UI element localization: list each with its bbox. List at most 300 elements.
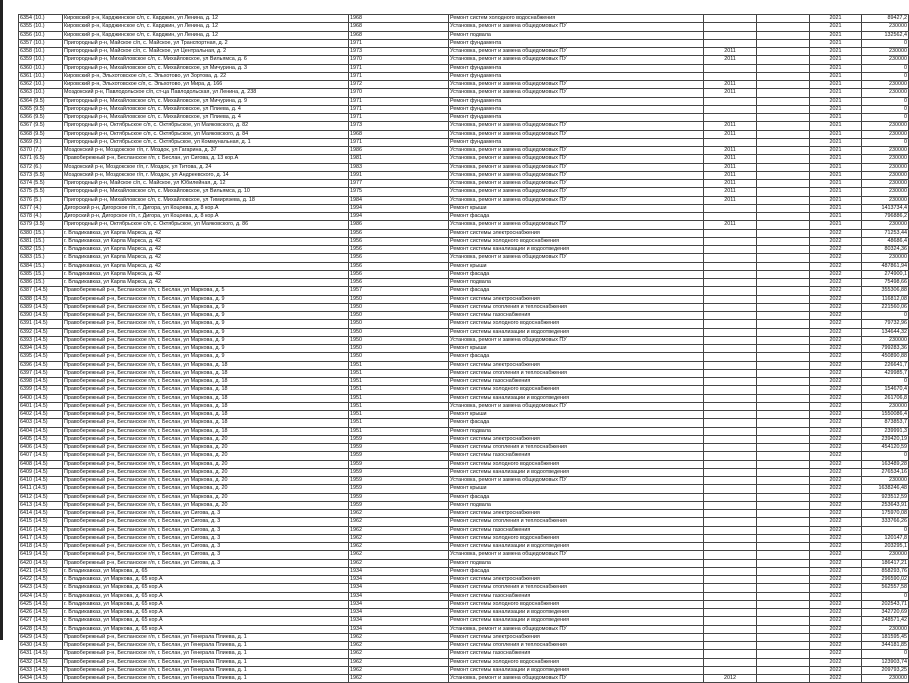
- build-year-cell: 1971: [349, 72, 449, 80]
- amount-cell: 239991,3: [862, 427, 909, 435]
- plan-year-cell: 2021: [810, 130, 862, 138]
- empty-cell: [757, 534, 810, 542]
- build-year-cell: 1959: [349, 501, 449, 509]
- plan-year-cell: 2022: [810, 328, 862, 336]
- amount-cell: 0: [862, 39, 909, 47]
- empty-cell: [757, 501, 810, 509]
- prior-year-cell: [704, 287, 757, 295]
- plan-year-cell: 2021: [810, 204, 862, 212]
- amount-cell: 487861,94: [862, 262, 909, 270]
- plan-year-cell: 2022: [810, 254, 862, 262]
- row-number: 6402 (14.5): [19, 411, 63, 419]
- row-number: 6355 (10.): [19, 23, 63, 31]
- prior-year-cell: [704, 567, 757, 575]
- table-row: [19, 345, 909, 353]
- empty-cell: [757, 600, 810, 608]
- empty-cell: [757, 625, 810, 633]
- build-year-cell: 1950: [349, 336, 449, 344]
- work-type-cell: Ремонт системы отопления и теплоснабжения: [449, 369, 704, 377]
- prior-year-cell: [704, 444, 757, 452]
- prior-year-cell: [704, 15, 757, 23]
- table-row: [19, 567, 909, 575]
- empty-cell: [757, 204, 810, 212]
- build-year-cell: 1950: [349, 303, 449, 311]
- prior-year-cell: [704, 452, 757, 460]
- amount-cell: 230000: [862, 675, 909, 683]
- table-row: [19, 666, 909, 674]
- build-year-cell: 1934: [349, 600, 449, 608]
- table-row: [19, 122, 909, 130]
- plan-year-cell: 2022: [810, 411, 862, 419]
- plan-year-cell: 2021: [810, 196, 862, 204]
- address-cell: г. Владикавказ, ул Карла Маркса, д. 42: [63, 270, 349, 278]
- empty-cell: [757, 270, 810, 278]
- prior-year-cell: [704, 254, 757, 262]
- amount-cell: 230000: [862, 130, 909, 138]
- table-row: [19, 460, 909, 468]
- row-number: 6417 (14.5): [19, 534, 63, 542]
- build-year-cell: 1959: [349, 444, 449, 452]
- build-year-cell: 1934: [349, 609, 449, 617]
- table-row: [19, 378, 909, 386]
- empty-cell: [757, 15, 810, 23]
- row-number: 6419 (14.5): [19, 551, 63, 559]
- empty-cell: [757, 237, 810, 245]
- prior-year-cell: [704, 411, 757, 419]
- amount-cell: 230000: [862, 163, 909, 171]
- address-cell: г. Владикавказ, ул Маркова, д. 65 кор.А: [63, 576, 349, 584]
- address-cell: Правобережный р-н, Бесланское г/п, г. Беслан, ул Маркова, д. 18: [63, 411, 349, 419]
- build-year-cell: 1956: [349, 254, 449, 262]
- prior-year-cell: [704, 369, 757, 377]
- prior-year-cell: [704, 97, 757, 105]
- build-year-cell: 1991: [349, 171, 449, 179]
- amount-cell: 116812,08: [862, 295, 909, 303]
- amount-cell: 48686,4: [862, 237, 909, 245]
- work-type-cell: Установка, ремонт и замена общедомовых ПУ: [449, 147, 704, 155]
- address-cell: г. Владикавказ, ул Маркова, д. 65 кор.А: [63, 625, 349, 633]
- empty-cell: [757, 287, 810, 295]
- plan-year-cell: 2022: [810, 320, 862, 328]
- work-type-cell: Ремонт системы холодного водоснабжения: [449, 658, 704, 666]
- row-number: 6421 (14.5): [19, 567, 63, 575]
- plan-year-cell: 2022: [810, 658, 862, 666]
- address-cell: Пригородный р-н, Майское с/п, с. Майское, ул Центральная, д. 2: [63, 48, 349, 56]
- table-row: [19, 279, 909, 287]
- build-year-cell: 1959: [349, 493, 449, 501]
- prior-year-cell: [704, 229, 757, 237]
- empty-cell: [757, 526, 810, 534]
- amount-cell: 342720,69: [862, 609, 909, 617]
- address-cell: Правобережный р-н, Бесланское г/п, г. Беслан, ул Маркова, д. 18: [63, 386, 349, 394]
- work-type-cell: Установка, ремонт и замена общедомовых ПУ: [449, 56, 704, 64]
- plan-year-cell: 2022: [810, 642, 862, 650]
- table-row: [19, 229, 909, 237]
- build-year-cell: 1971: [349, 138, 449, 146]
- build-year-cell: 1962: [349, 559, 449, 567]
- amount-cell: 186417,21: [862, 559, 909, 567]
- table-row: [19, 56, 909, 64]
- work-type-cell: Ремонт системы канализации и водоотведения: [449, 617, 704, 625]
- row-number: 6377 (4.): [19, 204, 63, 212]
- row-number: 6418 (14.5): [19, 543, 63, 551]
- amount-cell: 163489,28: [862, 460, 909, 468]
- empty-cell: [757, 559, 810, 567]
- build-year-cell: 1950: [349, 345, 449, 353]
- table-row: [19, 510, 909, 518]
- plan-year-cell: 2022: [810, 262, 862, 270]
- plan-year-cell: 2021: [810, 23, 862, 31]
- build-year-cell: 1962: [349, 510, 449, 518]
- address-cell: Кировский р-н, Карджинское с/п, с. Карджин, ул Ленина, д. 12: [63, 31, 349, 39]
- plan-year-cell: 2022: [810, 353, 862, 361]
- plan-year-cell: 2022: [810, 493, 862, 501]
- work-type-cell: Ремонт системы холодного водоснабжения: [449, 600, 704, 608]
- amount-cell: 562557,58: [862, 584, 909, 592]
- table-row: [19, 312, 909, 320]
- prior-year-cell: [704, 361, 757, 369]
- empty-cell: [757, 650, 810, 658]
- address-cell: Правобережный р-н, Бесланское г/п, г. Беслан, ул Маркова, д. 18: [63, 394, 349, 402]
- work-type-cell: Ремонт системы канализации и водоотведения: [449, 543, 704, 551]
- work-type-cell: Установка, ремонт и замена общедомовых ПУ: [449, 163, 704, 171]
- address-cell: Правобережный р-н, Бесланское г/п, г. Беслан, ул Сигова, д. 3: [63, 551, 349, 559]
- plan-year-cell: 2021: [810, 64, 862, 72]
- amount-cell: 230000: [862, 23, 909, 31]
- address-cell: Правобережный р-н, Бесланское г/п, г. Беслан, ул Маркова, д. 18: [63, 361, 349, 369]
- plan-year-cell: 2021: [810, 48, 862, 56]
- row-number: 6367 (9.5): [19, 122, 63, 130]
- plan-year-cell: 2022: [810, 526, 862, 534]
- build-year-cell: 1977: [349, 180, 449, 188]
- table-row: [19, 386, 909, 394]
- empty-cell: [757, 39, 810, 47]
- work-type-cell: Ремонт крыши: [449, 485, 704, 493]
- amount-cell: 450890,88: [862, 353, 909, 361]
- row-number: 6371 (6.5): [19, 155, 63, 163]
- amount-cell: 75498,66: [862, 279, 909, 287]
- build-year-cell: 1950: [349, 328, 449, 336]
- empty-cell: [757, 617, 810, 625]
- table-row: [19, 435, 909, 443]
- empty-cell: [757, 592, 810, 600]
- build-year-cell: 1934: [349, 617, 449, 625]
- table-row: [19, 48, 909, 56]
- prior-year-cell: [704, 633, 757, 641]
- row-number: 6381 (15.): [19, 237, 63, 245]
- empty-cell: [757, 435, 810, 443]
- address-cell: Правобережный р-н, Бесланское г/п, г. Беслан, ул Маркова, д. 18: [63, 402, 349, 410]
- table-row: [19, 592, 909, 600]
- work-type-cell: Ремонт системы канализации и водоотведения: [449, 394, 704, 402]
- address-cell: Правобережный р-н, Бесланское г/п, г. Беслан, ул Маркова, д. 20: [63, 493, 349, 501]
- empty-cell: [757, 518, 810, 526]
- prior-year-cell: [704, 262, 757, 270]
- table-row: [19, 477, 909, 485]
- prior-year-cell: [704, 468, 757, 476]
- build-year-cell: 1951: [349, 369, 449, 377]
- plan-year-cell: 2021: [810, 221, 862, 229]
- table-row: [19, 196, 909, 204]
- row-number: 6385 (15.): [19, 270, 63, 278]
- plan-year-cell: 2022: [810, 625, 862, 633]
- table-row: [19, 493, 909, 501]
- address-cell: г. Владикавказ, ул Карла Маркса, д. 42: [63, 262, 349, 270]
- row-number: 6408 (14.5): [19, 460, 63, 468]
- address-cell: г. Владикавказ, ул Маркова, д. 65 кор.А: [63, 600, 349, 608]
- amount-cell: 230000: [862, 188, 909, 196]
- plan-year-cell: 2022: [810, 369, 862, 377]
- amount-cell: 230000: [862, 221, 909, 229]
- plan-year-cell: 2022: [810, 229, 862, 237]
- row-number: 6413 (14.5): [19, 501, 63, 509]
- row-number: 6429 (14.5): [19, 633, 63, 641]
- empty-cell: [757, 658, 810, 666]
- table-row: [19, 287, 909, 295]
- table-row: [19, 452, 909, 460]
- address-cell: г. Владикавказ, ул Маркова, д. 65 кор.А: [63, 592, 349, 600]
- table-row: [19, 31, 909, 39]
- row-number: 6423 (14.5): [19, 584, 63, 592]
- empty-cell: [757, 196, 810, 204]
- prior-year-cell: [704, 460, 757, 468]
- table-row: [19, 138, 909, 146]
- row-number: 6363 (10.): [19, 89, 63, 97]
- table-row: [19, 130, 909, 138]
- amount-cell: 1413734,4: [862, 204, 909, 212]
- build-year-cell: 1968: [349, 31, 449, 39]
- work-type-cell: Ремонт системы холодного водоснабжения: [449, 534, 704, 542]
- amount-cell: 230000: [862, 89, 909, 97]
- address-cell: г. Владикавказ, ул Маркова, д. 65: [63, 567, 349, 575]
- work-type-cell: Ремонт фасада: [449, 213, 704, 221]
- amount-cell: 134644,32: [862, 328, 909, 336]
- amount-cell: 230000: [862, 625, 909, 633]
- prior-year-cell: [704, 427, 757, 435]
- work-type-cell: Ремонт системы холодного водоснабжения: [449, 320, 704, 328]
- build-year-cell: 1962: [349, 642, 449, 650]
- work-type-cell: Установка, ремонт и замена общедомовых ПУ: [449, 402, 704, 410]
- amount-cell: 202543,71: [862, 600, 909, 608]
- address-cell: Правобережный р-н, Бесланское г/п, г. Беслан, ул Маркова, д. 5: [63, 287, 349, 295]
- amount-cell: 253643,91: [862, 501, 909, 509]
- prior-year-cell: 2011: [704, 89, 757, 97]
- empty-cell: [757, 147, 810, 155]
- address-cell: Правобережный р-н, Бесланское г/п, г. Беслан, ул Маркова, д. 9: [63, 312, 349, 320]
- build-year-cell: 1962: [349, 675, 449, 683]
- plan-year-cell: 2022: [810, 246, 862, 254]
- build-year-cell: 1962: [349, 551, 449, 559]
- plan-year-cell: 2021: [810, 171, 862, 179]
- build-year-cell: 1962: [349, 666, 449, 674]
- table-row: [19, 584, 909, 592]
- row-number: 6366 (9.5): [19, 114, 63, 122]
- prior-year-cell: [704, 336, 757, 344]
- prior-year-cell: [704, 658, 757, 666]
- table-row: [19, 658, 909, 666]
- amount-cell: 274900,1: [862, 270, 909, 278]
- build-year-cell: 1951: [349, 419, 449, 427]
- address-cell: Правобережный р-н, Бесланское г/п, г. Беслан, ул Генерала Плиева, д. 1: [63, 675, 349, 683]
- table-row: [19, 89, 909, 97]
- amount-cell: 344181,85: [862, 642, 909, 650]
- address-cell: Правобережный р-н, Бесланское г/п, г. Беслан, ул Маркова, д. 20: [63, 460, 349, 468]
- row-number: 6379 (3.5): [19, 221, 63, 229]
- empty-cell: [757, 114, 810, 122]
- work-type-cell: Ремонт фасада: [449, 270, 704, 278]
- plan-year-cell: 2022: [810, 312, 862, 320]
- table-row: [19, 526, 909, 534]
- amount-cell: 355306,88: [862, 287, 909, 295]
- address-cell: Правобережный р-н, Бесланское г/п, г. Беслан, ул Генерала Плиева, д. 1: [63, 658, 349, 666]
- work-type-cell: Ремонт системы отопления и теплоснабжения: [449, 303, 704, 311]
- empty-cell: [757, 345, 810, 353]
- build-year-cell: 1962: [349, 650, 449, 658]
- plan-year-cell: 2021: [810, 72, 862, 80]
- empty-cell: [757, 105, 810, 113]
- table-row: [19, 411, 909, 419]
- row-number: 6434 (14.5): [19, 675, 63, 683]
- work-type-cell: Ремонт подвала: [449, 31, 704, 39]
- plan-year-cell: 2022: [810, 518, 862, 526]
- row-number: 6404 (14.5): [19, 427, 63, 435]
- empty-cell: [757, 188, 810, 196]
- table-row: [19, 246, 909, 254]
- plan-year-cell: 2022: [810, 279, 862, 287]
- table-row: [19, 444, 909, 452]
- work-type-cell: Установка, ремонт и замена общедомовых ПУ: [449, 23, 704, 31]
- address-cell: Правобережный р-н, Бесланское г/п, г. Беслан, ул Сигова, д. 3: [63, 518, 349, 526]
- plan-year-cell: 2022: [810, 501, 862, 509]
- address-cell: Пригородный р-н, Михайловское с/п, с. Михайловское, ул Вильямса, д. 10: [63, 188, 349, 196]
- plan-year-cell: 2022: [810, 270, 862, 278]
- plan-year-cell: 2022: [810, 600, 862, 608]
- prior-year-cell: 2011: [704, 147, 757, 155]
- table-row: [19, 213, 909, 221]
- table-row: [19, 15, 909, 23]
- work-type-cell: Ремонт системы отопления и теплоснабжения: [449, 584, 704, 592]
- table-row: [19, 485, 909, 493]
- amount-cell: 175970,08: [862, 510, 909, 518]
- empty-cell: [757, 584, 810, 592]
- prior-year-cell: [704, 477, 757, 485]
- prior-year-cell: [704, 419, 757, 427]
- table-row: [19, 295, 909, 303]
- prior-year-cell: [704, 328, 757, 336]
- work-type-cell: Ремонт подвала: [449, 501, 704, 509]
- build-year-cell: 1934: [349, 592, 449, 600]
- build-year-cell: 1934: [349, 584, 449, 592]
- work-type-cell: Ремонт фундамента: [449, 64, 704, 72]
- empty-cell: [757, 633, 810, 641]
- plan-year-cell: 2022: [810, 485, 862, 493]
- empty-cell: [757, 122, 810, 130]
- build-year-cell: 1994: [349, 213, 449, 221]
- row-number: 6384 (15.): [19, 262, 63, 270]
- build-year-cell: 1971: [349, 97, 449, 105]
- work-type-cell: Установка, ремонт и замена общедомовых ПУ: [449, 221, 704, 229]
- address-cell: Кировский р-н, Карджинское с/п, с. Карджин, ул Ленина, д. 12: [63, 15, 349, 23]
- work-type-cell: Установка, ремонт и замена общедомовых ПУ: [449, 477, 704, 485]
- table-row: [19, 72, 909, 80]
- plan-year-cell: 2021: [810, 163, 862, 171]
- work-type-cell: Ремонт системы отопления и теплоснабжения: [449, 444, 704, 452]
- amount-cell: 181595,45: [862, 633, 909, 641]
- plan-year-cell: 2021: [810, 105, 862, 113]
- work-type-cell: Ремонт системы электроснабжения: [449, 435, 704, 443]
- build-year-cell: 1951: [349, 402, 449, 410]
- empty-cell: [757, 295, 810, 303]
- plan-year-cell: 2022: [810, 609, 862, 617]
- prior-year-cell: 2011: [704, 122, 757, 130]
- build-year-cell: 1981: [349, 155, 449, 163]
- empty-cell: [757, 279, 810, 287]
- prior-year-cell: [704, 666, 757, 674]
- build-year-cell: 1959: [349, 477, 449, 485]
- plan-year-cell: 2022: [810, 287, 862, 295]
- empty-cell: [757, 452, 810, 460]
- address-cell: Правобережный р-н, Бесланское г/п, г. Беслан, ул Маркова, д. 9: [63, 336, 349, 344]
- plan-year-cell: 2022: [810, 633, 862, 641]
- plan-year-cell: 2022: [810, 617, 862, 625]
- row-number: 6386 (15.): [19, 279, 63, 287]
- amount-cell: 0: [862, 452, 909, 460]
- address-cell: Правобережный р-н, Бесланское г/п, г. Беслан, ул Маркова, д. 20: [63, 501, 349, 509]
- work-type-cell: Установка, ремонт и замена общедомовых ПУ: [449, 551, 704, 559]
- row-number: 6373 (5.5): [19, 171, 63, 179]
- build-year-cell: 1962: [349, 633, 449, 641]
- table-row: [19, 221, 909, 229]
- empty-cell: [757, 48, 810, 56]
- amount-cell: 132562,4: [862, 31, 909, 39]
- empty-cell: [757, 510, 810, 518]
- empty-cell: [757, 64, 810, 72]
- amount-cell: 209793,25: [862, 666, 909, 674]
- amount-cell: 796886,2: [862, 213, 909, 221]
- empty-cell: [757, 97, 810, 105]
- address-cell: Пригородный р-н, Михайловское с/п, с. Михайловское, ул Плиева, д. 4: [63, 105, 349, 113]
- plan-year-cell: 2021: [810, 122, 862, 130]
- amount-cell: 79732,96: [862, 320, 909, 328]
- build-year-cell: 1970: [349, 56, 449, 64]
- amount-cell: 230000: [862, 551, 909, 559]
- empty-cell: [757, 56, 810, 64]
- empty-cell: [757, 89, 810, 97]
- amount-cell: 230000: [862, 336, 909, 344]
- plan-year-cell: 2022: [810, 345, 862, 353]
- plan-year-cell: 2022: [810, 444, 862, 452]
- row-number: 6424 (14.5): [19, 592, 63, 600]
- prior-year-cell: [704, 501, 757, 509]
- build-year-cell: 1962: [349, 534, 449, 542]
- build-year-cell: 1971: [349, 39, 449, 47]
- work-type-cell: Ремонт системы канализации и водоотведения: [449, 328, 704, 336]
- prior-year-cell: [704, 576, 757, 584]
- row-number: 6430 (14.5): [19, 642, 63, 650]
- empty-cell: [757, 303, 810, 311]
- amount-cell: 0: [862, 526, 909, 534]
- work-type-cell: Ремонт фундамента: [449, 97, 704, 105]
- prior-year-cell: [704, 31, 757, 39]
- build-year-cell: 1951: [349, 427, 449, 435]
- table-row: [19, 114, 909, 122]
- amount-cell: 0: [862, 64, 909, 72]
- work-type-cell: Ремонт системы электроснабжения: [449, 361, 704, 369]
- prior-year-cell: [704, 72, 757, 80]
- build-year-cell: 1951: [349, 386, 449, 394]
- plan-year-cell: 2022: [810, 336, 862, 344]
- row-number: 6420 (14.5): [19, 559, 63, 567]
